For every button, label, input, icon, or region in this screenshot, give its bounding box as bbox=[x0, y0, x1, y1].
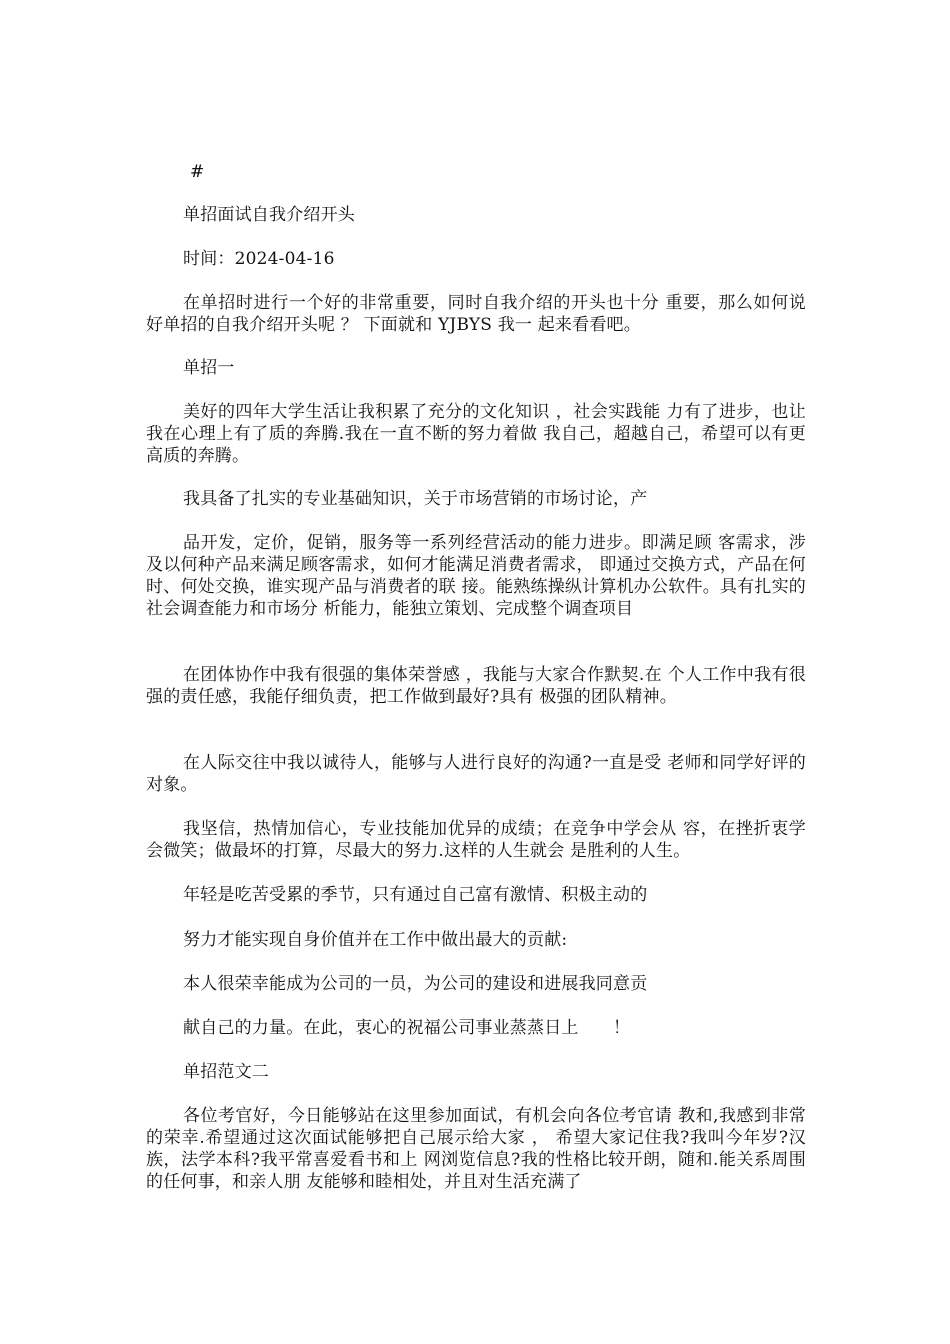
intro-paragraph: 在单招时进行一个好的非常重要，同时自我介绍的开头也十分 重要，那么如何说好单招的自我介绍开头呢 ？ 下面就和 YJBYS 我一 起来看看吧。 bbox=[146, 293, 806, 335]
hash-mark: # bbox=[190, 162, 205, 182]
paragraph-1: 美好的四年大学生活让我积累了充分的文化知识 ，社会实践能 力有了进步，也让我在心理上有了质的奔腾.我在一直不断的努力着做 我自己，超越自己，希望可以有更高质的奔腾。 bbox=[146, 402, 806, 466]
paragraph-11: 各位考官好，今日能够站在这里参加面试，有机会向各位考官请 教和,我感到非常的荣幸.希望通过这次面试能够把自己展示给大家 ， 希望大家记住我?我叫今年岁?汉族，法学本科?我平常喜爱看书和上 网浏览信息?我的性格比较开朗，随和.能关系周围的任何事，和亲人朋 友能够和睦相处，并且对生活充满了 bbox=[146, 1106, 806, 1192]
paragraph-8: 努力才能实现自身价值并在工作中做出最大的贡献: bbox=[183, 930, 568, 950]
section-heading-1: 单招一 bbox=[183, 358, 235, 378]
paragraph-4: 在团体协作中我有很强的集体荣誉感 ，我能与大家合作默契.在 个人工作中我有很强的责任感，我能仔细负责，把工作做到最好?具有 极强的团队精神。 bbox=[146, 665, 806, 707]
paragraph-10: 献自己的力量。在此，衷心的祝福公司事业蒸蒸日上 ！ bbox=[183, 1018, 631, 1038]
paragraph-9: 本人很荣幸能成为公司的一员，为公司的建设和进展我同意贡 bbox=[183, 974, 648, 994]
paragraph-3: 品开发，定价，促销，服务等一系列经营活动的能力进步。即满足顾 客需求，涉及以何种产品来满足顾客需求，如何才能满足消费者需求， 即通过交换方式，产品在何时、何处交换，谁实现产品与消费者的联 接。能熟练操纵计算机办公软件。具有扎实的社会调查能力和市场分 析能力，能独立策划、完成整个调查项目 bbox=[146, 533, 806, 619]
paragraph-2: 我具备了扎实的专业基础知识，关于市场营销的市场讨论，产 bbox=[183, 489, 648, 509]
section-heading-2: 单招范文二 bbox=[183, 1062, 269, 1082]
paragraph-6: 我坚信，热情加信心，专业技能加优异的成绩；在竞争中学会从 容，在挫折衷学会微笑；做最坏的打算，尽最大的努力.这样的人生就会 是胜利的人生。 bbox=[146, 819, 806, 861]
paragraph-5: 在人际交往中我以诚待人，能够与人进行良好的沟通?一直是受 老师和同学好评的对象。 bbox=[146, 753, 806, 795]
document-title: 单招面试自我介绍开头 bbox=[183, 205, 355, 225]
document-date: 时间：2024-04-16 bbox=[183, 249, 335, 269]
paragraph-7: 年轻是吃苦受累的季节，只有通过自己富有激情、积极主动的 bbox=[183, 885, 648, 905]
